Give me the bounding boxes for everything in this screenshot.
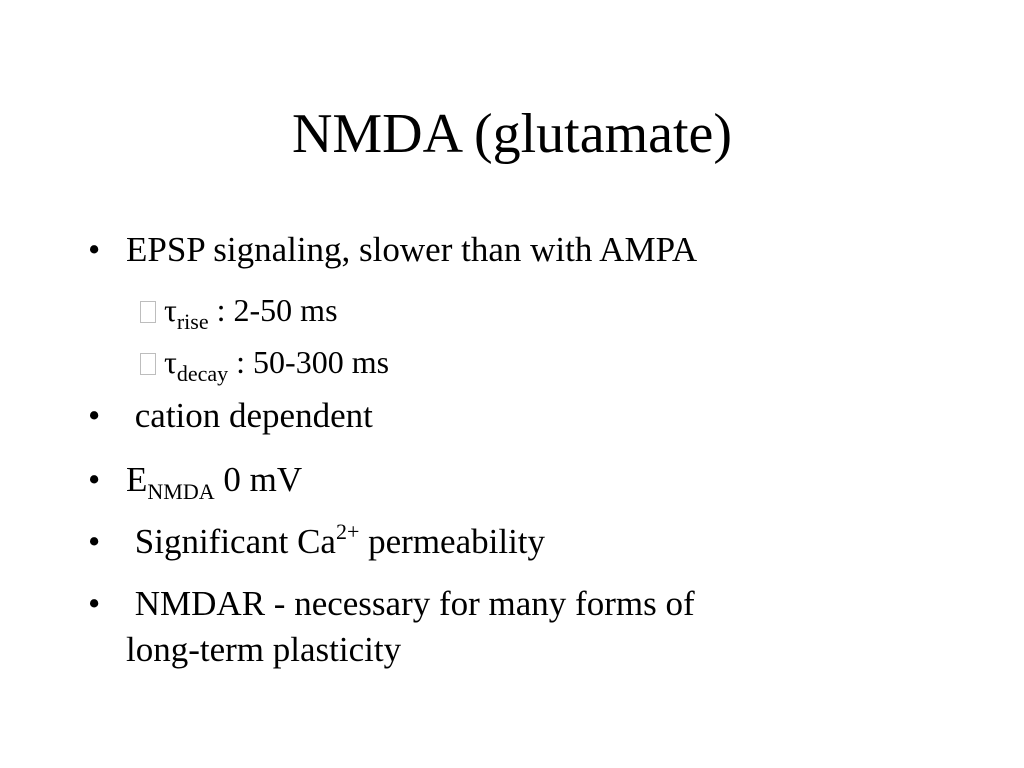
tau-symbol: τ bbox=[164, 292, 177, 328]
bullet-text-post: 0 mV bbox=[214, 460, 303, 499]
sub-bullet-text: : 50-300 ms bbox=[228, 344, 390, 380]
missing-glyph-box-icon bbox=[140, 301, 156, 323]
missing-glyph-box-icon bbox=[140, 353, 156, 375]
bullet-text: NMDAR - necessary for many forms of bbox=[126, 584, 695, 623]
bullet-continuation-text: long-term plasticity bbox=[126, 630, 402, 669]
bullet-icon: • bbox=[88, 460, 101, 499]
bullet-item bbox=[88, 520, 545, 564]
bullet-text-pre: E bbox=[126, 460, 148, 499]
bullet-text: cation dependent bbox=[126, 396, 373, 435]
bullet-item bbox=[88, 394, 373, 438]
slide-title: NMDA (glutamate) bbox=[291, 103, 733, 165]
sub-bullet-item bbox=[140, 342, 390, 386]
subscript-text: decay bbox=[176, 361, 229, 386]
subscript-text: NMDA bbox=[147, 479, 215, 504]
subscript-text: rise bbox=[176, 309, 209, 334]
superscript-text: 2+ bbox=[335, 519, 360, 544]
bullet-item bbox=[88, 582, 695, 626]
bullet-text-pre: Significant Ca bbox=[126, 522, 336, 561]
bullet-icon: • bbox=[88, 230, 101, 269]
bullet-icon: • bbox=[88, 522, 101, 561]
bullet-item bbox=[88, 228, 697, 272]
bullet-icon: • bbox=[88, 584, 101, 623]
sub-bullet-text: : 2-50 ms bbox=[208, 292, 338, 328]
tau-symbol: τ bbox=[164, 344, 177, 380]
bullet-icon: • bbox=[88, 396, 101, 435]
bullet-text-post: permeability bbox=[359, 522, 546, 561]
sub-bullet-item bbox=[140, 290, 338, 334]
bullet-text: EPSP signaling, slower than with AMPA bbox=[126, 230, 698, 269]
bullet-item bbox=[88, 458, 302, 502]
